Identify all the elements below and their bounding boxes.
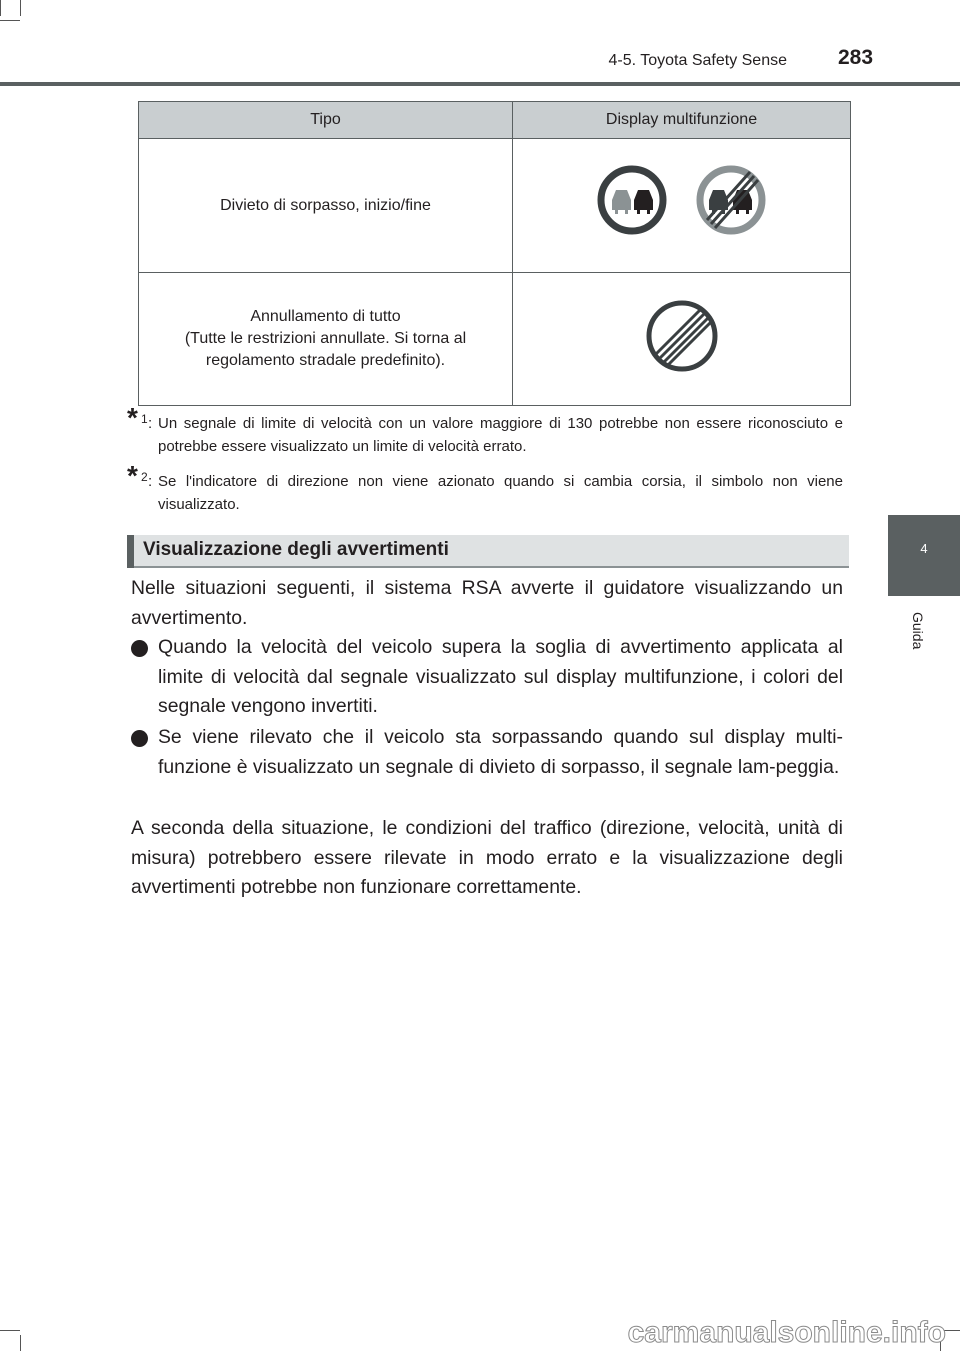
footnote-marker: * [127,460,138,491]
table-row [139,139,851,273]
section-heading [127,535,849,568]
chapter-tab [888,515,960,596]
type-cell [139,139,513,273]
type-text: regolamento stradale predefinito). [205,352,446,369]
footnote: * 2 : Se l'indicatore di direzione non viene azionato quando si cambia corsia, il simbolo non viene visualizzato. [127,470,843,516]
crop-mark [0,20,20,21]
footnote-text: Se l'indicatore di direzione non viene azionato quando si cambia corsia, il simbolo non viene visualizzato. [158,473,843,513]
end-of-no-overtaking-sign-icon [700,169,762,231]
no-overtaking-signs [597,162,767,242]
crop-mark [0,0,1,16]
section-accent [127,535,134,568]
chapter-number: 4 [920,541,928,556]
crop-mark [20,0,21,16]
table-row [139,273,851,406]
type-text: (Tutte le restrizioni annullate. Si torna al [184,330,467,347]
display-cell [513,139,851,273]
crop-mark [20,1335,21,1351]
footnote: * 1 : Un segnale di limite di velocità con un valore maggiore di 130 potrebbe non essere riconosciuto e potrebbe essere visualizzato un limite di velocità errato. [127,412,843,458]
crop-mark [0,1330,20,1331]
footnote-number: 2 [141,470,148,484]
watermark [560,1314,950,1350]
watermark-text: carmanualsonline.info [627,1316,946,1349]
bullet-text: Quando la velocità del veicolo supera la soglia di avvertimento applicata al limite di velocità dal segnale visualizzato sul display multifunzione, i colori del segnale vengono invertiti. [158,636,843,717]
type-text: Divieto di sorpasso, inizio/fine [220,196,431,214]
section-title: Visualizzazione degli avvertimenti [143,539,449,560]
header-rule [0,82,960,86]
sign-types-table [138,101,851,406]
display-cell [513,273,851,406]
intro-paragraph: Nelle situazioni seguenti, il sistema RSA avverte il guidatore visualizzando un avvertimento. [131,577,843,629]
header-section-title: 4-5. Toyota Safety Sense [608,52,787,69]
bullet-text: Se viene rilevato che il veicolo sta sorpassando quando sul display multi-funzione è visualizzato un segnale di divieto di sorpasso, il segnale lam-peggia. [158,726,843,778]
type-text: Annullamento di tutto [250,308,401,325]
bullet-icon [131,640,148,657]
column-header-display: Display multifunzione [513,102,851,139]
chapter-label: Guida [910,612,926,650]
footnote-text: Un segnale di limite di velocità con un valore maggiore di 130 potrebbe non essere riconosciuto e potrebbe essere visualizzato un limite di velocità errato. [158,415,843,455]
column-header-type: Tipo [139,102,513,139]
page-number: 283 [838,46,874,69]
no-overtaking-sign-icon [601,169,663,231]
footnote-number: 1 [141,412,148,426]
closing-paragraph: A seconda della situazione, le condizioni del traffico (direzione, velocità, unità di misura) potrebbero essere rilevate in modo errato e la visualizzazione degli avvertimenti potrebbe non funzionare correttamente. [131,817,843,898]
footnote-marker: * [127,402,138,433]
type-cell [139,273,513,406]
end-of-all-restrictions-sign-icon [644,298,720,374]
bullet-icon [131,730,148,747]
